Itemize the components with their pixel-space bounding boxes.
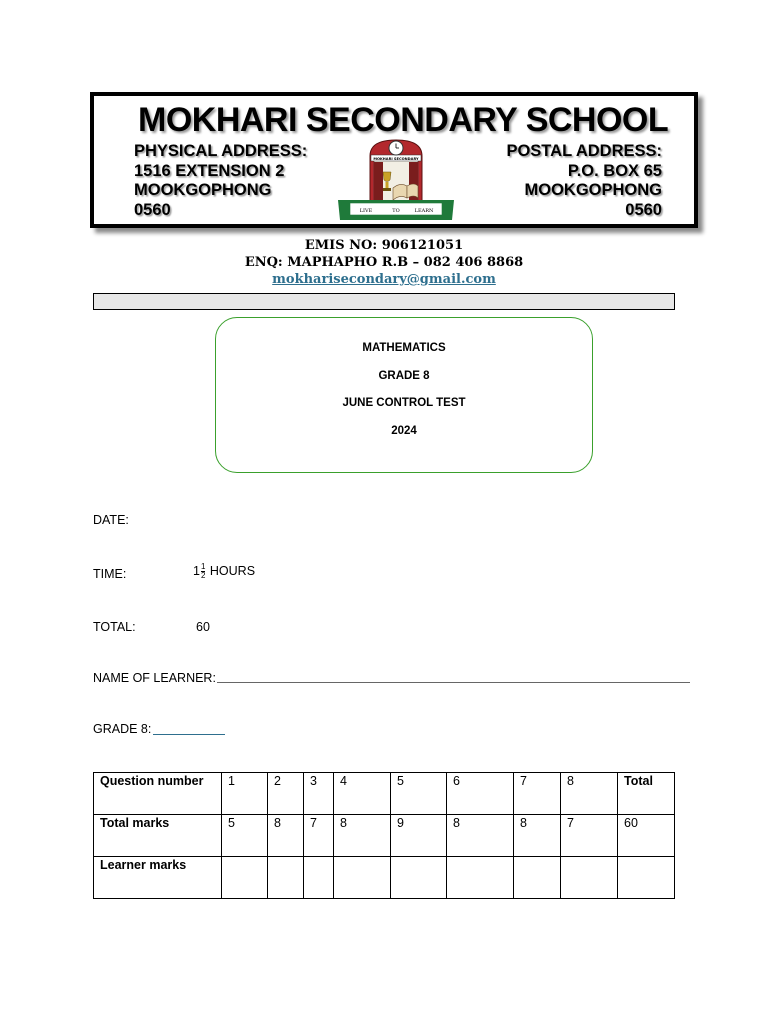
postal-address-line: 0560 [625,200,662,219]
crest-motto-word: LEARN [414,208,434,214]
total-value: 60 [196,620,210,634]
table-cell: 7 [514,773,561,815]
crest-motto-word: LIVE [359,208,373,214]
learner-mark-cell[interactable] [514,857,561,899]
table-cell: 8 [514,815,561,857]
date-label: DATE: [93,513,129,527]
table-cell: Question number [94,773,222,815]
time-fraction-denominator: 2 [200,571,206,580]
postal-address-line: POSTAL ADDRESS: [506,142,662,160]
table-cell: 4 [334,773,391,815]
test-title-box [215,317,593,473]
postal-address-line: P.O. BOX 65 [567,161,662,180]
physical-address-line: PHYSICAL ADDRESS: [134,142,308,160]
table-cell: 8 [447,815,514,857]
table-cell: Learner marks [94,857,222,899]
postal-address-line: MOOKGOPHONG [524,181,662,199]
postal-address [506,142,662,220]
marks-table [93,772,675,899]
school-name: MOKHARI SECONDARY SCHOOL [138,101,669,139]
learner-mark-cell[interactable] [268,857,304,899]
email-link[interactable]: mokharisecondary@gmail.com [272,272,496,287]
table-cell: 9 [391,815,447,857]
table-cell: 5 [391,773,447,815]
learner-mark-cell[interactable] [391,857,447,899]
table-cell: 7 [561,815,618,857]
learner-mark-cell[interactable] [222,857,268,899]
enquiry-line: ENQ: MAPHAPHO R.B – 082 406 8868 [244,255,524,270]
time-whole: 1 [193,563,200,578]
grade-title: GRADE 8 [378,370,430,382]
grade-class-label: GRADE 8: [93,722,152,736]
learner-name-label: NAME OF LEARNER: [93,671,216,685]
physical-address-line: 1516 EXTENSION 2 [134,161,285,180]
physical-address-line: MOOKGOPHONG [134,181,272,199]
table-row [94,815,675,857]
learner-mark-cell[interactable] [304,857,334,899]
learner-mark-cell[interactable] [334,857,391,899]
table-cell: 7 [304,815,334,857]
table-row [94,857,675,899]
table-cell: 5 [222,815,268,857]
physical-address [134,142,307,220]
learner-mark-cell[interactable] [561,857,618,899]
school-header [90,92,698,228]
time-label: TIME: [93,567,127,581]
email-line [0,271,768,288]
total-label: TOTAL: [93,620,136,634]
grade-class-field[interactable] [153,734,225,735]
table-cell: 8 [268,815,304,857]
time-value [193,563,255,580]
learner-name-field[interactable] [217,682,690,683]
crest-banner-text: MOKHARI SECONDARY [373,156,419,161]
table-cell: Total [618,773,675,815]
subject-title: MATHEMATICS [362,342,446,354]
test-title: JUNE CONTROL TEST [342,397,466,409]
physical-address-line: 0560 [134,200,171,219]
learner-mark-cell[interactable] [618,857,675,899]
table-cell: 2 [268,773,304,815]
table-cell: 8 [561,773,618,815]
crest-motto-word: TO [392,208,400,214]
year-title: 2024 [391,425,417,437]
table-cell: 6 [447,773,514,815]
table-cell: Total marks [94,815,222,857]
table-cell: 1 [222,773,268,815]
emis-number: EMIS NO: 906121051 [304,238,464,253]
time-fraction [201,563,205,580]
school-crest-logo [336,136,456,222]
divider-bar [93,293,675,310]
table-cell: 3 [304,773,334,815]
table-row [94,773,675,815]
table-cell: 60 [618,815,675,857]
table-cell: 8 [334,815,391,857]
time-unit: HOURS [209,563,256,578]
learner-mark-cell[interactable] [447,857,514,899]
time-fraction-numerator: 1 [200,562,206,571]
